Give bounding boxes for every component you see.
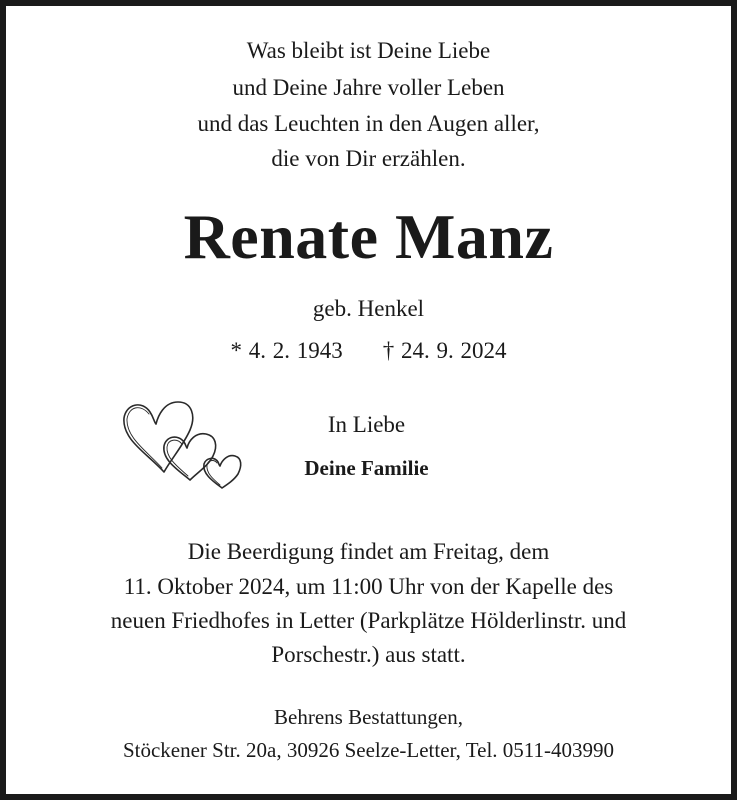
- undertaker-name: Behrens Bestattungen,: [274, 705, 463, 729]
- signature-family: Deine Familie: [304, 456, 429, 480]
- poem-line-4: die von Dir erzählen.: [271, 146, 466, 171]
- funeral-line-1: Die Beerdigung findet am Freitag, dem: [187, 539, 550, 564]
- poem-line-2: und Deine Jahre voller Leben: [232, 75, 505, 100]
- birth-date: * 4. 2. 1943: [230, 338, 343, 363]
- funeral-line-4: Porschestr.) aus statt.: [271, 642, 466, 667]
- poem-line-3: und das Leuchten in den Augen aller,: [197, 111, 540, 136]
- signature-intro: In Liebe: [327, 412, 406, 437]
- deceased-name: Renate Manz: [183, 201, 554, 272]
- undertaker-address: Stöckener Str. 20a, 30926 Seelze-Letter, Tel. 0511-403990: [122, 738, 615, 762]
- funeral-line-3: neuen Friedhofes in Letter (Parkplätze Hölderlinstr. und: [110, 608, 627, 633]
- birth-name: geb. Henkel: [312, 296, 425, 321]
- life-dates: [0, 338, 737, 364]
- funeral-line-2: 11. Oktober 2024, um 11:00 Uhr von der Kapelle des: [123, 574, 614, 599]
- death-date: † 24. 9. 2024: [382, 338, 507, 363]
- poem-line-1: Was bleibt ist Deine Liebe: [246, 38, 491, 63]
